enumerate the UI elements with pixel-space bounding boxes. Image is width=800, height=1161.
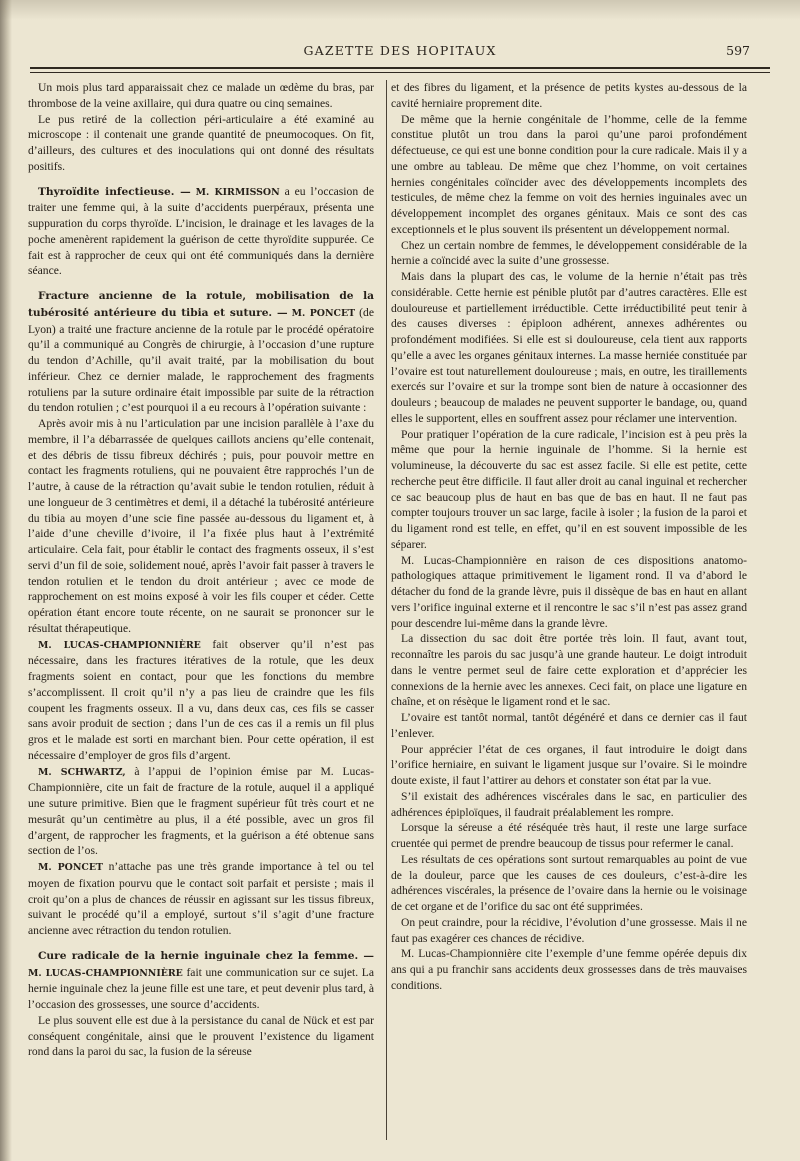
- section-heading-thyroidite: Thyroïdite infectieuse. —: [38, 185, 191, 198]
- section-fracture-rotule: [28, 288, 374, 416]
- right-paragraph: L’ovaire est tantôt normal, tantôt dégénéré et dans ce dernier cas il faut l’enlever.: [391, 711, 747, 740]
- thyroidite-text: a eu l’occasion de traiter une femme qui, à la suite d’accidents puerpéraux, présenta une suppuration du corps thyroïde. L’incision, le drainage et les lavages de la poche amenèrent rapidement la guérison de cette thyroïdite suppurée. Ce fait est à rapprocher de ceux qui ont été communiqués dans la dernière séance.: [28, 184, 374, 278]
- column-divider: [386, 80, 387, 1140]
- paragraph-pus: Le pus retiré de la collection péri-articulaire a été examiné au microscope : il contenait une grande quantité de pneumocoques. On fit, d’ailleurs, des cultures et des inoculations qui ont donné des résultats positifs.: [28, 112, 374, 173]
- author-poncet-reply: M. PONCET: [38, 862, 103, 873]
- section-heading-fracture: Fracture ancienne de la rotule, mobilisation de la tubérosité antérieure du tibia et suture. —: [28, 290, 374, 319]
- right-paragraph: La dissection du sac doit être portée très loin. Il faut, avant tout, reconnaître les parois du sac jusqu’à une grande hauteur. Le doigt introduit dans le ventre permet seul de faire cette exploration et d’apprécier les connexions de la hernie avec les annexes. Ceci fait, on place une ligature en chaîne, et on résèque le ligament rond et le sac.: [391, 632, 747, 709]
- right-paragraph: Chez un certain nombre de femmes, le développement considérable de la hernie a coïncidé avec la suite d’une grossesse.: [391, 238, 747, 268]
- schwartz-text: à l’appui de l’opinion émise par M. Lucas-Championnière, cite un fait de fracture de la rotule, auquel il a appliqué une suture primitive. Bien que le fragment supérieur fût très court et ne mesurât qu’un centimètre au plus, il a été possible, avec un gros fil d’argent, de rapprocher les fragments, et la guérison a été obtenue sans section de l’os.: [28, 764, 374, 858]
- paragraph-apres-avoir: Après avoir mis à nu l’articulation par une incision parallèle à l’axe du membre, il l’a débarrassée de quelques caillots anciens qu’elle contenait, et des débris de tissu fibreux déchirés ; puis, pour pouvoir mettre en contact les fragments rotuliens, qui ne pouvaient être rapprochés l’un de l’autre, à cause de la rétraction qu’avait subie le tendon rotulien, réduit à une longueur de 3 centimètres et demi, il a détaché la tubérosité antérieure du tibia au moyen d’une scie fine passée au-dessous du ligament et, à l’aide d’une cheville d’ivoire, il l’a fixée plus haut à l’extrémité articulaire. Cela fait, pour établir le contact des fragments osseux, il s’est servi d’un fil de soie, solidement noué, après l’avoir fait passer à travers le tendon rotulien et le tendon du droit antérieur ; avec ce mode de rapprochement on est moins exposé à voir les fils couper et céder. Cette opération étant encore toute récente, on ne saurait se prononcer sur le résultat thérapeutique.: [28, 417, 374, 635]
- author-poncet: M. PONCET: [291, 307, 356, 319]
- header-rule-thin: [30, 72, 770, 73]
- right-paragraph: Pour pratiquer l’opération de la cure radicale, l’incision est à peu près la même que pour la hernie inguinale de l’homme. Si la hernie est volumineuse, la découverte du sac est assez facile. Si elle est petite, cette recherche peut être difficile. Il faut aller droit au canal inguinal et rechercher ce sac beaucoup plus de haut en bas que de bas en haut. Il ne faut pas compter toujours trouver un sac large, facile à isoler ; la fusion de la paroi et du ligament rond est telle, en effet, qu’il en est souvent impossible de les séparer.: [391, 427, 747, 551]
- paragraph-schwartz: [28, 764, 374, 860]
- fracture-text: (de Lyon) a traité une fracture ancienne de la rotule par le procédé opératoire qu’il a communiqué au Congrès de chirurgie, à l’occasion d’une rupture du tendon d’Achille, qu’il avait traité, par la mobilisation du bout inférieur. Chez ce dernier malade, le rapprochement des fragments rotuliens par la suture ordinaire était impossible par suite de la rétraction du tendon rotulien ; c’est pourquoi il a eu recours à l’opération suivante :: [28, 305, 374, 415]
- lucas-rotule-text: fait observer qu’il n’est pas nécessaire, dans les fractures itératives de la rotule, que les deux fragments soient en contact, pour que les fonctions du membre s’accomplissent. Il croit qu’il n’y a pas lieu de craindre que les fils coupent les fragments osseux. Il a vu, dans deux cas, ces fils se casser sans avoir produit de section ; dans l’un de ces cas il a remis un fil plus gros et le malade est sorti en marchant bien. Pour cette opération, il est nécessaire d’employer de gros fils d’argent.: [28, 637, 374, 762]
- header-rule-thick: [30, 67, 770, 69]
- paragraph-lucas-rotule: [28, 637, 374, 764]
- page-edge-shadow: [0, 0, 12, 1161]
- right-paragraph: De même que la hernie congénitale de l’homme, celle de la femme constitue plutôt un trou dans la paroi qu’une paroi profondément défectueuse, ce qui est une bonne condition pour la cure radicale. Mais il y a une ombre au tableau. De même que chez l’homme, on voit certaines hernies congénitales coïncider avec des développements incomplets des testicules, de même chez la femme on voit des hernies inguinales avec un développement incomplet des organes génitaux. Mais ce sont des cas exceptionnels et le plus souvent ils présentent un développement normal.: [391, 112, 747, 236]
- right-paragraph: M. Lucas-Championnière cite l’exemple d’une femme opérée depuis dix ans qui a pu franchir sans accidents deux grossesses dans de très mauvaises conditions.: [391, 947, 747, 992]
- right-column: [391, 80, 747, 994]
- left-column: [28, 80, 374, 1060]
- section-cure-hernie: [28, 948, 374, 1013]
- paragraph-poncet-reply: [28, 859, 374, 939]
- author-kirmisson: M. KIRMISSON: [195, 186, 280, 198]
- author-lucas-championniere: M. LUCAS-CHAMPIONNIÈRE: [38, 639, 201, 651]
- section-heading-hernie: Cure radicale de la hernie inguinale chez la femme. —: [38, 949, 374, 962]
- running-header-title: GAZETTE DES HOPITAUX: [303, 43, 497, 58]
- right-paragraph: M. Lucas-Championnière en raison de ces dispositions anatomo-pathologiques attaque primitivement le ligament rond. Il va d’abord le détacher du fond de la grande lèvre, puis il dissèque de bas en haut en allant vers l’orifice inguinal externe et il rencontre le sac s’il n’est pas assez grand pour descendre lui-même dans la grande lèvre.: [391, 553, 747, 630]
- section-thyroidite: [28, 184, 374, 280]
- right-paragraph: et des fibres du ligament, et la présence de petits kystes au-dessous de la cavité herniaire proprement dite.: [391, 81, 747, 110]
- paragraph-oedeme: Un mois plus tard apparaissait chez ce malade un œdème du bras, par thrombose de la veine axillaire, qui dura quatre ou cinq semaines.: [28, 81, 374, 110]
- paragraph-canal-nuck: Le plus souvent elle est due à la persistance du canal de Nück et est par conséquent congénitale, ainsi que le prouvent l’existence du ligament rond dans la paroi du sac, la fusion de la séreuse: [28, 1013, 374, 1059]
- right-paragraph: Lorsque la séreuse a été réséquée très haut, il reste une large surface cruentée qui permet de prendre beaucoup de tissus pour refermer le canal.: [391, 821, 747, 850]
- right-paragraph: S’il existait des adhérences viscérales dans le sac, en particulier des adhérences épiploïques, il faudrait préalablement les rompre.: [391, 789, 747, 819]
- right-paragraph: Les résultats de ces opérations sont surtout remarquables au point de vue de la douleur, parce que les causes de ces douleurs, c’est-à-dire les adhérences viscérales, la présence de l’ovaire dans la hernie ou le voisinage de cet organe et de l’orifice du sac ont été supprimées.: [391, 852, 747, 913]
- top-edge-shadow: [0, 0, 800, 20]
- author-schwartz: M. SCHWARTZ,: [38, 766, 126, 778]
- page-number: 597: [726, 43, 750, 58]
- poncet-reply-text: n’attache pas une très grande importance à tel ou tel moyen de fixation pourvu que le contact soit parfait et persiste ; mais il croit qu’on a plus de chances de réussir en agissant sur les tissus fibreux, suivant le procédé qu’il a employé, surtout s’il s’agit d’une fracture ancienne avec rétraction du tendon rotulien.: [28, 860, 374, 937]
- right-paragraph: Pour apprécier l’état de ces organes, il faut introduire le doigt dans l’orifice herniaire, en suivant le ligament jusque sur l’ovaire. Si le moindre doute existe, il faut l’attirer au dehors et constater son état par la vue.: [391, 742, 747, 787]
- hernie-text: fait une communication sur ce sujet. La hernie inguinale chez la jeune fille est une tare, et peut devenir plus tard, à l’occasion des grossesses, une source d’accidents.: [28, 965, 374, 1011]
- right-paragraph: On peut craindre, pour la récidive, l’évolution d’une grossesse. Mais il ne faut pas exagérer ces chances de récidive.: [391, 915, 747, 945]
- right-paragraph: Mais dans la plupart des cas, le volume de la hernie n’était pas très considérable. Cette hernie est pénible plutôt par d’autres caractères. Elle est douloureuse et partiellement irréductible. Cette irréductibilité peut tenir à des causes diverses : épiploon adhérent, annexes adhérentes ou profondément modifiées. Si elle est si douloureuse, cela tient aux rapports qu’elle a avec les organes génitaux internes. La masse herniée constituée par l’ovaire est tout naturellement douloureuse ; mais, en outre, les tiraillements exercés sur l’ovaire et sur la trompe sont bien de nature à occasionner des douleurs ; beaucoup de malades ne peuvent supporter le bandage, ou, quand elles le supportent, elles en souffrent assez pour réclamer une intervention.: [391, 270, 747, 425]
- author-lucas-hernie: M. LUCAS-CHAMPIONNIÈRE: [28, 967, 183, 979]
